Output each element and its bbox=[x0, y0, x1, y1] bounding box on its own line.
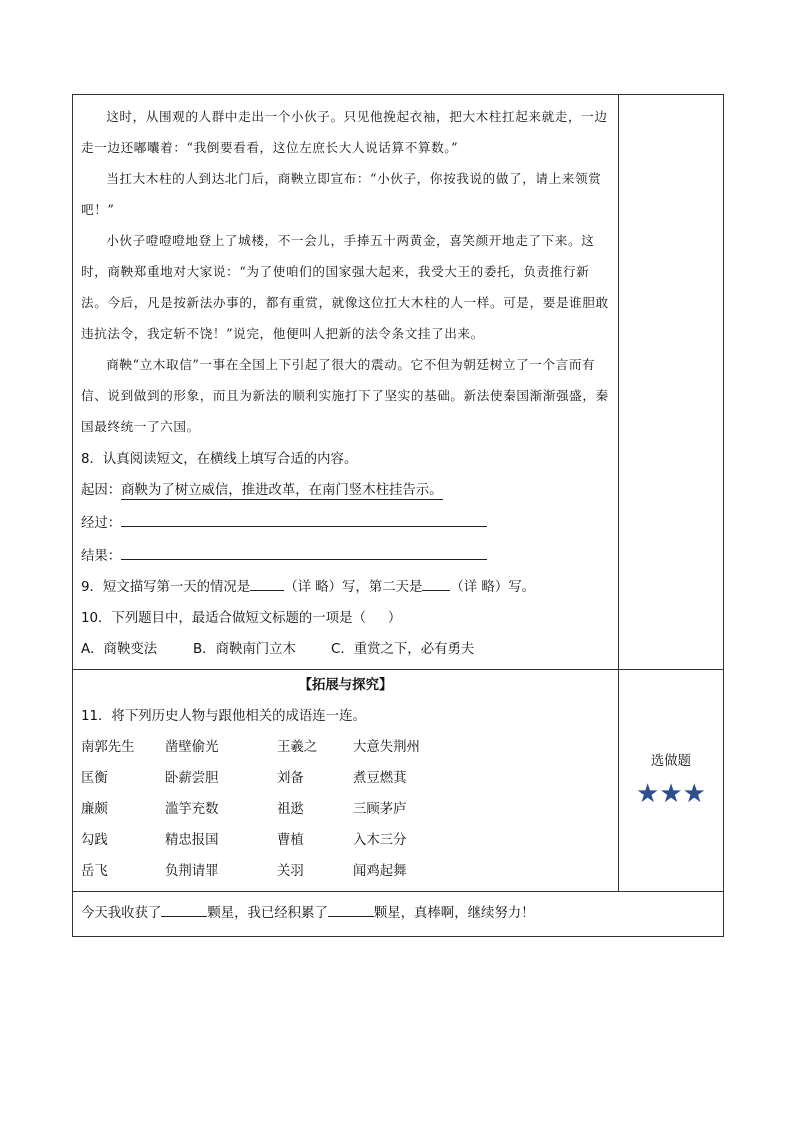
cause-label: 起因： bbox=[81, 483, 122, 498]
footer-text: 颗星，真棒啊，继续努力！ bbox=[373, 906, 535, 921]
optional-label: 选做题 bbox=[650, 754, 692, 769]
question-10-stem-end: ） bbox=[387, 611, 402, 626]
person-item[interactable]: 匡衡 bbox=[81, 771, 108, 786]
option-a[interactable]: A．商鞅变法 bbox=[81, 642, 158, 657]
person-item[interactable]: 关羽 bbox=[277, 864, 304, 879]
question-10-stem: 10．下列题目中，最适合做短文标题的一项是（ bbox=[81, 611, 366, 626]
star-rating-icon: ★★★ bbox=[636, 779, 706, 809]
option-b[interactable]: B．商鞅南门立木 bbox=[193, 642, 296, 657]
question-9-text: 9．短文描写第一天的情况是 bbox=[81, 580, 251, 595]
idiom-item[interactable]: 大意失荆州 bbox=[353, 740, 420, 755]
question-8-process bbox=[73, 506, 618, 539]
idiom-item[interactable]: 精忠报国 bbox=[165, 833, 219, 848]
idiom-item[interactable]: 负荆请罪 bbox=[165, 864, 219, 879]
extension-title: 【拓展与探究】 bbox=[298, 678, 393, 693]
idiom-item[interactable]: 卧薪尝胆 bbox=[165, 771, 219, 786]
person-item[interactable]: 祖逖 bbox=[277, 802, 304, 817]
result-label: 结果： bbox=[81, 549, 122, 564]
extension-cell bbox=[73, 670, 619, 892]
person-item[interactable]: 南郭先生 bbox=[81, 740, 135, 755]
side-cell-empty bbox=[619, 95, 724, 670]
worksheet-table bbox=[72, 94, 724, 937]
process-label: 经过： bbox=[81, 516, 122, 531]
option-c[interactable]: C．重赏之下，必有勇夫 bbox=[331, 642, 475, 657]
person-item[interactable]: 刘备 bbox=[277, 771, 304, 786]
story-paragraph: 小伙子噔噔噔地登上了城楼，不一会儿，手捧五十两黄金，喜笑颜开地走了下来。这时，商鞅郑重地对大家说：“为了使咱们的国家强大起来，我受大王的委托，负责推行新法。今后，凡是按新法办事的，都有重赏，就像这位扛大木柱的人一样。可是，要是谁胆敢违抗法令，我定斩不饶！”说完，他便叫人把新的法令条文挂了出来。 bbox=[81, 233, 609, 341]
question-8-title: 8．认真阅读短文，在横线上填写合适的内容。 bbox=[81, 452, 358, 467]
star-summary bbox=[73, 892, 723, 936]
cause-answer: 商鞅为了树立威信，推进改革，在南门竖木柱挂告示。 bbox=[121, 483, 443, 498]
question-9-text: （详 略）写。 bbox=[450, 580, 535, 595]
result-answer-line[interactable] bbox=[121, 539, 487, 560]
reading-cell bbox=[73, 95, 619, 670]
idiom-item[interactable]: 煮豆燃萁 bbox=[353, 771, 407, 786]
idiom-item[interactable]: 滥竽充数 bbox=[165, 802, 219, 817]
idiom-item[interactable]: 凿壁偷光 bbox=[165, 740, 219, 755]
stars-total-blank[interactable] bbox=[328, 902, 374, 917]
story-paragraph: 这时，从围观的人群中走出一个小伙子。只见他挽起衣袖，把大木柱扛起来就走，一边走一边还嘟囔着：“我倒要看看，这位左庶长大人说话算不算数。” bbox=[81, 109, 608, 155]
worksheet bbox=[72, 94, 722, 937]
question-9-blank-1[interactable] bbox=[250, 576, 284, 591]
footer-text: 颗星，我已经积累了 bbox=[207, 906, 328, 921]
person-item[interactable]: 勾践 bbox=[81, 833, 108, 848]
question-10 bbox=[73, 603, 618, 634]
story-text bbox=[73, 95, 618, 442]
question-8-result bbox=[73, 539, 618, 572]
question-10-options bbox=[73, 634, 618, 669]
question-11: 11．将下列历史人物与跟他相关的成语连一连。 bbox=[81, 709, 366, 724]
question-9 bbox=[73, 572, 618, 603]
footer-text: 今天我收获了 bbox=[81, 906, 162, 921]
person-item[interactable]: 岳飞 bbox=[81, 864, 108, 879]
question-9-text: （详 略）写，第二天是 bbox=[284, 580, 423, 595]
optional-cell bbox=[619, 670, 724, 892]
footer-cell bbox=[73, 892, 724, 937]
idiom-item[interactable]: 入木三分 bbox=[353, 833, 407, 848]
person-item[interactable]: 廉颇 bbox=[81, 802, 108, 817]
idiom-item[interactable]: 三顾茅庐 bbox=[353, 802, 407, 817]
question-9-blank-2[interactable] bbox=[422, 576, 450, 591]
question-8-cause bbox=[73, 475, 618, 506]
idiom-item[interactable]: 闻鸡起舞 bbox=[353, 864, 407, 879]
story-paragraph: 商鞅“立木取信”一事在全国上下引起了很大的震动。它不但为朝廷树立了一个言而有信、说到做到的形象，而且为新法的顺利实施打下了坚实的基础。新法使秦国渐渐强盛，秦国最终统一了六国。 bbox=[81, 357, 609, 434]
stars-today-blank[interactable] bbox=[161, 902, 207, 917]
matching-grid bbox=[73, 732, 618, 887]
story-paragraph: 当扛大木柱的人到达北门后，商鞅立即宣布：“小伙子，你按我说的做了，请上来领赏吧！” bbox=[81, 171, 602, 217]
person-item[interactable]: 王羲之 bbox=[277, 740, 318, 755]
person-item[interactable]: 曹植 bbox=[277, 833, 304, 848]
process-answer-line[interactable] bbox=[121, 506, 487, 527]
